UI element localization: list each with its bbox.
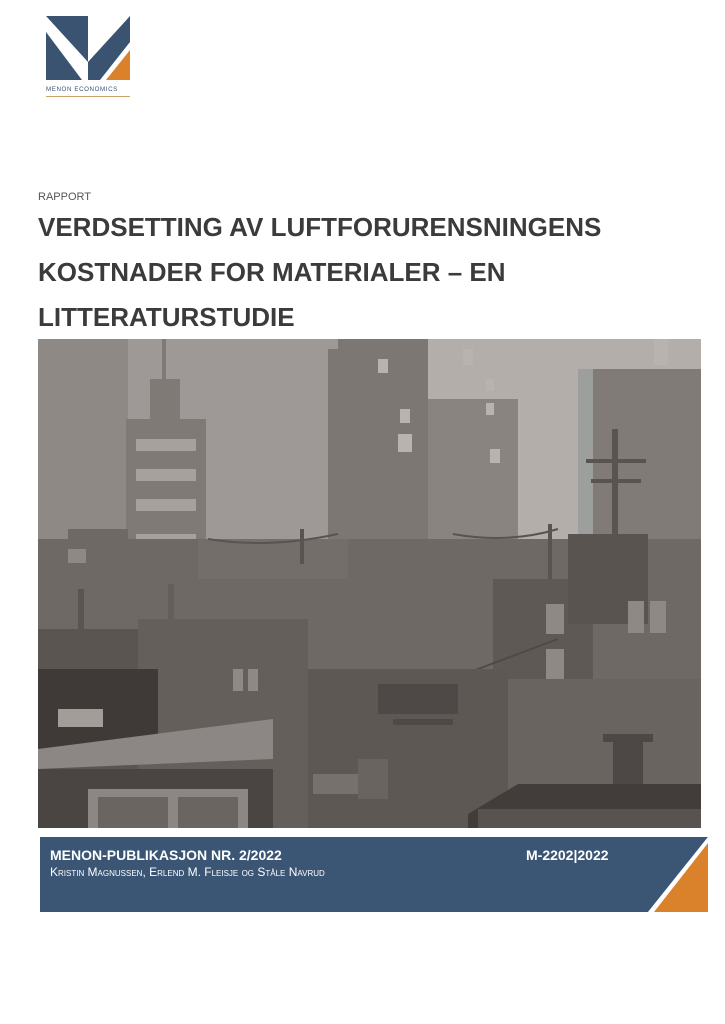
city-skyline-illustration (38, 339, 701, 828)
logo-rule (46, 96, 130, 97)
menon-logo (44, 14, 134, 100)
logo-wordmark: MENON ECONOMICS (46, 86, 118, 93)
authors: Kristin Magnussen, Erlend M. Fleisje og Ståle Navrud (50, 865, 325, 879)
title-line-3: LITTERATURSTUDIE (38, 302, 295, 332)
cover-illustration (38, 339, 701, 828)
publication-number: MENON-PUBLIKASJON NR. 2/2022 (50, 847, 282, 863)
title-line-1: VERDSETTING AV LUFTFORURENSNINGENS (38, 212, 602, 242)
report-kicker: RAPPORT (38, 191, 91, 203)
menon-logo-icon (44, 14, 134, 86)
report-title (38, 205, 688, 340)
title-line-2: KOSTNADER FOR MATERIALER – EN (38, 257, 506, 287)
publication-banner (40, 837, 708, 912)
publication-code: M-2202|2022 (526, 847, 609, 863)
